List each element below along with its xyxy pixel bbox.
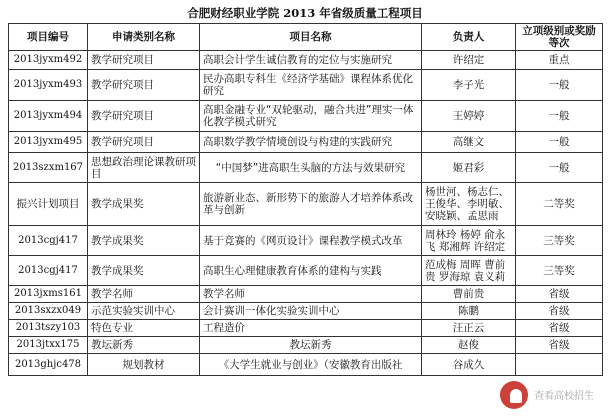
- bell-icon: [510, 389, 522, 403]
- cell-code: 2013sxzx049: [9, 303, 88, 320]
- cell-project-name: 工程造价: [200, 320, 422, 337]
- cell-leader: 杨世河、杨志仁、王俊华、李明敏、安晓颖、孟思雨: [422, 183, 516, 226]
- cell-level: 三等奖: [516, 226, 603, 256]
- page-title: 合肥财经职业学院 2013 年省级质量工程项目: [187, 6, 423, 20]
- cell-leader: 王婷婷: [422, 101, 516, 132]
- cell-level: 重点: [516, 51, 603, 70]
- table-row: [9, 354, 603, 376]
- table-row: [9, 286, 603, 303]
- cell-level: 一般: [516, 101, 603, 132]
- table-row: [9, 256, 603, 286]
- cell-code: 2013jyxm492: [9, 51, 88, 70]
- cell-level: 一般: [516, 70, 603, 101]
- cell-category: 教学成果奖: [88, 183, 200, 226]
- cell-project-name: 会计赛训一体化实验实训中心: [200, 303, 422, 320]
- document: [8, 3, 602, 376]
- watermark: [498, 379, 598, 413]
- cell-code: 2013jyxm495: [9, 132, 88, 153]
- table-row: [9, 337, 603, 354]
- school-bell-logo-icon: [500, 381, 528, 409]
- table-row: [9, 51, 603, 70]
- header-project-name: 项目名称: [200, 24, 422, 51]
- cell-category: 教坛新秀: [88, 337, 200, 354]
- header-leader: 负责人: [422, 24, 516, 51]
- cell-leader: 姬君彩: [422, 153, 516, 183]
- cell-category: 思想政治理论课教研项目: [88, 153, 200, 183]
- cell-project-name: 高职数学教学情境创设与构建的实践研究: [200, 132, 422, 153]
- cell-code: 2013jxms161: [9, 286, 88, 303]
- cell-code: 2013cgj417: [9, 256, 88, 286]
- cell-leader: 陈鹏: [422, 303, 516, 320]
- cell-leader: 范成梅 周晖 曹前贵 罗海琼 袁义莉: [422, 256, 516, 286]
- cell-category: 特色专业: [88, 320, 200, 337]
- cell-leader: 李子光: [422, 70, 516, 101]
- cell-level: 省级: [516, 337, 603, 354]
- table-row: [9, 320, 603, 337]
- cell-project-name: 基于竞赛的《网页设计》课程教学模式改革: [200, 226, 422, 256]
- cell-leader: 周林玲 杨婷 俞永飞 郑湘辉 许绍定: [422, 226, 516, 256]
- cell-code: 2013szxm167: [9, 153, 88, 183]
- table-header-row: [9, 24, 603, 51]
- cell-project-name: 教坛新秀: [200, 337, 422, 354]
- cell-project-name: 高职会计学生诚信教育的定位与实施研究: [200, 51, 422, 70]
- cell-project-name: 高职金融专业“双轮驱动，融合共进”理实一体化教学模式研究: [200, 101, 422, 132]
- cell-project-name: 旅游新业态、新形势下的旅游人才培养体系改革与创新: [200, 183, 422, 226]
- cell-project-name: 教学名师: [200, 286, 422, 303]
- cell-code: 振兴计划项目: [9, 183, 88, 226]
- table-row: [9, 183, 603, 226]
- cell-level: 一般: [516, 132, 603, 153]
- cell-category: 教学研究项目: [88, 70, 200, 101]
- cell-code: 2013jyxm493: [9, 70, 88, 101]
- cell-level: 一般: [516, 153, 603, 183]
- table-row: [9, 303, 603, 320]
- cell-project-name: 民办高职专科生《经济学基础》课程体系优化研究: [200, 70, 422, 101]
- cell-category: 教学成果奖: [88, 256, 200, 286]
- table-row: [9, 70, 603, 101]
- watermark-text: 查看高校招生: [534, 391, 594, 402]
- cell-level: 省级: [516, 303, 603, 320]
- cell-category: 教学研究项目: [88, 51, 200, 70]
- projects-table: [8, 23, 603, 376]
- cell-code: 2013ghjc478: [9, 354, 88, 376]
- header-category: 申请类别名称: [88, 24, 200, 51]
- cell-project-name: 高职生心理健康教育体系的建构与实践: [200, 256, 422, 286]
- cell-leader: 许绍定: [422, 51, 516, 70]
- cell-code: 2013jtxx175: [9, 337, 88, 354]
- cell-level: 二等奖: [516, 183, 603, 226]
- cell-code: 2013jyxm494: [9, 101, 88, 132]
- cell-leader: 曹前贵: [422, 286, 516, 303]
- header-level: 立项级别或奖励等次: [516, 24, 603, 51]
- cell-category: 教学名师: [88, 286, 200, 303]
- table-row: [9, 226, 603, 256]
- cell-leader: 高继文: [422, 132, 516, 153]
- header-code: 项目编号: [9, 24, 88, 51]
- cell-category: 教学研究项目: [88, 132, 200, 153]
- table-row: [9, 101, 603, 132]
- cell-code: 2013tszy103: [9, 320, 88, 337]
- cell-project-name: “中国梦”进高职生头脑的方法与效果研究: [200, 153, 422, 183]
- cell-category: 示范实验实训中心: [88, 303, 200, 320]
- cell-leader: 汪正云: [422, 320, 516, 337]
- cell-project-name: 《大学生就业与创业》（安徽教育出版社: [200, 354, 422, 376]
- cell-leader: 谷成久: [422, 354, 516, 376]
- cell-level: 省级: [516, 320, 603, 337]
- table-row: [9, 153, 603, 183]
- table-row: [9, 132, 603, 153]
- cell-level: 省级: [516, 286, 603, 303]
- cell-leader: 赵俊: [422, 337, 516, 354]
- cell-category: 教学成果奖: [88, 226, 200, 256]
- cell-category: 教学研究项目: [88, 101, 200, 132]
- cell-level: 三等奖: [516, 256, 603, 286]
- cell-level: [516, 354, 603, 376]
- cell-code: 2013cgj417: [9, 226, 88, 256]
- cell-category: 规划教材: [88, 354, 200, 376]
